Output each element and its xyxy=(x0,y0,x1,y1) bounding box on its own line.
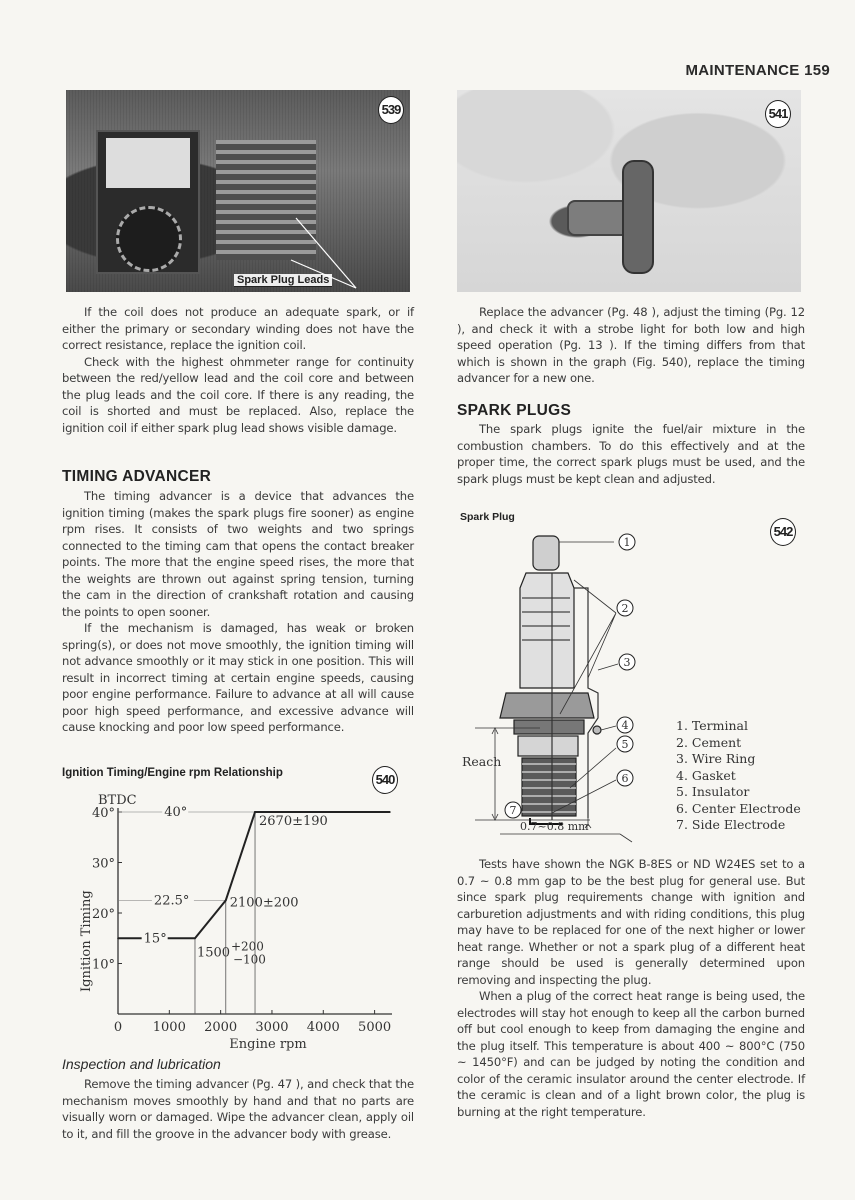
legend-item: 1. Terminal xyxy=(676,718,748,733)
legend-item: 7. Side Electrode xyxy=(676,817,786,832)
annotation-label: 2670±190 xyxy=(259,814,328,829)
data-point xyxy=(389,811,391,813)
terminal-shape xyxy=(533,536,559,570)
callout-2: 2 xyxy=(621,602,629,615)
inspection-section xyxy=(62,1076,414,1142)
annotation-label: 1500 xyxy=(196,945,231,961)
spark-plugs-intro-section xyxy=(457,421,805,487)
inspection-heading: Inspection and lubrication xyxy=(62,1056,221,1072)
data-point xyxy=(254,811,256,813)
leads-pointer-lines xyxy=(66,90,410,292)
y-tick-label: 40° xyxy=(91,806,115,821)
reach-label: Reach xyxy=(462,754,502,769)
figure-539-photo xyxy=(66,90,410,292)
coil-section xyxy=(62,304,414,436)
spark-plug-diagram xyxy=(462,528,670,838)
y-unit-label: BTDC xyxy=(98,793,137,808)
data-point xyxy=(194,937,196,939)
ignition-timing-chart xyxy=(60,780,410,1055)
page-number: 159 xyxy=(804,62,830,79)
callout-7: 7 xyxy=(509,804,517,817)
figure-number-541: 541 xyxy=(765,100,791,128)
x-tick-label: 5000 xyxy=(358,1020,392,1035)
coil-paragraph-1: If the coil does not produce an adequate spark, or if either the primary or secondary winding does not have the correct resistance, replace the ignition coil. xyxy=(62,305,414,352)
annotation-label: 40° xyxy=(164,805,188,820)
timing-advancer-section xyxy=(62,488,414,736)
callout-3: 3 xyxy=(623,656,631,669)
chart-title: Ignition Timing/Engine rpm Relationship xyxy=(62,767,283,779)
legend-item: 5. Insulator xyxy=(676,784,750,799)
x-tick-label: 3000 xyxy=(255,1020,289,1035)
timing-advancer-heading: TIMING ADVANCER xyxy=(62,468,212,485)
callout-6: 6 xyxy=(621,772,629,785)
timing-paragraph-1: The timing advancer is a device that advances the ignition timing (makes the spark plugs fire sooner) as engine rpm rises. It consists of two weights and two springs connected to the timing cam that opens the contact breaker points. The more that the engine speed rises, the more that the weights are thrown out against spring tension, turning the cam in the direction of crankshaft rotation and causing the points to open sooner. xyxy=(62,489,414,619)
spark-plug-legend xyxy=(676,718,801,834)
x-tick-label: 2000 xyxy=(204,1020,238,1035)
spark-plug-tests-section xyxy=(457,856,805,1120)
replace-paragraph: Replace the advancer (Pg. 48 ), adjust the timing (Pg. 12 ), and check it with a strobe light for both low and high speed operation (Pg. 13 ). If the timing differs from that which is shown in the graph (Fig. 540), replace the timing advancer for a new one. xyxy=(457,305,805,385)
page-header xyxy=(640,62,830,79)
legend-item: 6. Center Electrode xyxy=(676,800,801,816)
spark-plugs-heading: SPARK PLUGS xyxy=(457,402,572,419)
figure-number-539: 539 xyxy=(378,96,404,124)
tests-paragraph-2: When a plug of the correct heat range is being used, the electrodes will stay hot enough to keep all the carbon burned off but cool enough to keep from damaging the engine and the plug itself. This temperature is about 400 ~ 800°C (750 ~ 1450°F) and can be judged by noting the condition and color of the ceramic insulator around the center electrode. If the ceramic is clean and of a light brown color, the plug is burning at the right temperature. xyxy=(457,989,805,1119)
series-line xyxy=(118,812,390,938)
gap-label: 0.7~0.8 mm xyxy=(520,820,589,833)
timing-paragraph-2: If the mechanism is damaged, has weak or broken spring(s), or does not move smoothly, the ignition timing will not advance smoothly or it may stick in one position. This will result in incorrect timing at certain engine speeds, causing poor engine performance. Failure to advance at all will cause poor high speed performance, and excessive advance will cause knocking and poor low speed performance. xyxy=(62,621,414,734)
coil-paragraph-2: Check with the highest ohmmeter range for continuity between the red/yellow lead and the coil core and between the plug leads and the coil core. If there is any reading, the coil is shorted and must be replaced. Also, replace the ignition coil if either spark plug lead shows visible damage. xyxy=(62,354,414,435)
spark-plug-leads-label: Spark Plug Leads xyxy=(234,274,332,287)
y-axis-label: Ignition Timing xyxy=(79,890,94,992)
x-tick-label: 1000 xyxy=(152,1020,186,1035)
y-tick-label: 30° xyxy=(91,856,115,872)
figure-number-540: 540 xyxy=(372,766,398,794)
annotation-sub: −100 xyxy=(232,952,266,967)
spark-plugs-intro: The spark plugs ignite the fuel/air mixture in the combustion chambers. To do this effectively and at the proper time, the correct spark plugs must be used, and the spark plugs must be kept clean and adjusted. xyxy=(457,422,805,486)
legend-item: 2. Cement xyxy=(676,734,742,750)
callout-4: 4 xyxy=(621,719,629,732)
figure-number-542: 542 xyxy=(770,518,796,546)
x-tick-label: 4000 xyxy=(306,1020,340,1035)
annotation-sup: +200 xyxy=(230,939,264,954)
x-tick-label: 0 xyxy=(113,1020,123,1035)
x-axis-label: Engine rpm xyxy=(229,1037,307,1052)
annotation-label: 2100±200 xyxy=(229,895,299,911)
figure-541-photo xyxy=(457,90,801,292)
data-point xyxy=(117,937,119,939)
inspection-paragraph: Remove the timing advancer (Pg. 47 ), and check that the mechanism moves smoothly by hand and that no parts are visually worn or damaged. Wipe the advancer clean, apply oil to it, and fill the groove in the advancer body with grease. xyxy=(62,1077,414,1141)
legend-item: 3. Wire Ring xyxy=(676,751,756,766)
advancer-plate-image xyxy=(622,160,654,274)
annotation-label: 15° xyxy=(143,931,167,947)
legend-item: 4. Gasket xyxy=(676,767,736,783)
y-tick-label: 20° xyxy=(91,907,115,922)
callout-5: 5 xyxy=(621,738,629,751)
spark-plug-figure-title: Spark Plug xyxy=(460,511,515,523)
y-tick-label: 10° xyxy=(91,957,115,973)
section-title: MAINTENANCE xyxy=(685,62,800,79)
data-point xyxy=(225,900,227,902)
callout-1: 1 xyxy=(623,536,631,549)
tests-paragraph-1: Tests have shown the NGK B-8ES or ND W24ES set to a 0.7 ~ 0.8 mm gap to be the best plug for general use. But since spark plug requirements change with ignition and carburetion adjustments and with riding conditions, this plug may have to be replaced for one of the next higher or lower heat range. Whether or not a spark plug of a different heat range should be used is generally determined upon removing and inspecting the plug. xyxy=(457,857,805,987)
annotation-label: 22.5° xyxy=(153,893,190,909)
replace-section xyxy=(457,304,805,387)
